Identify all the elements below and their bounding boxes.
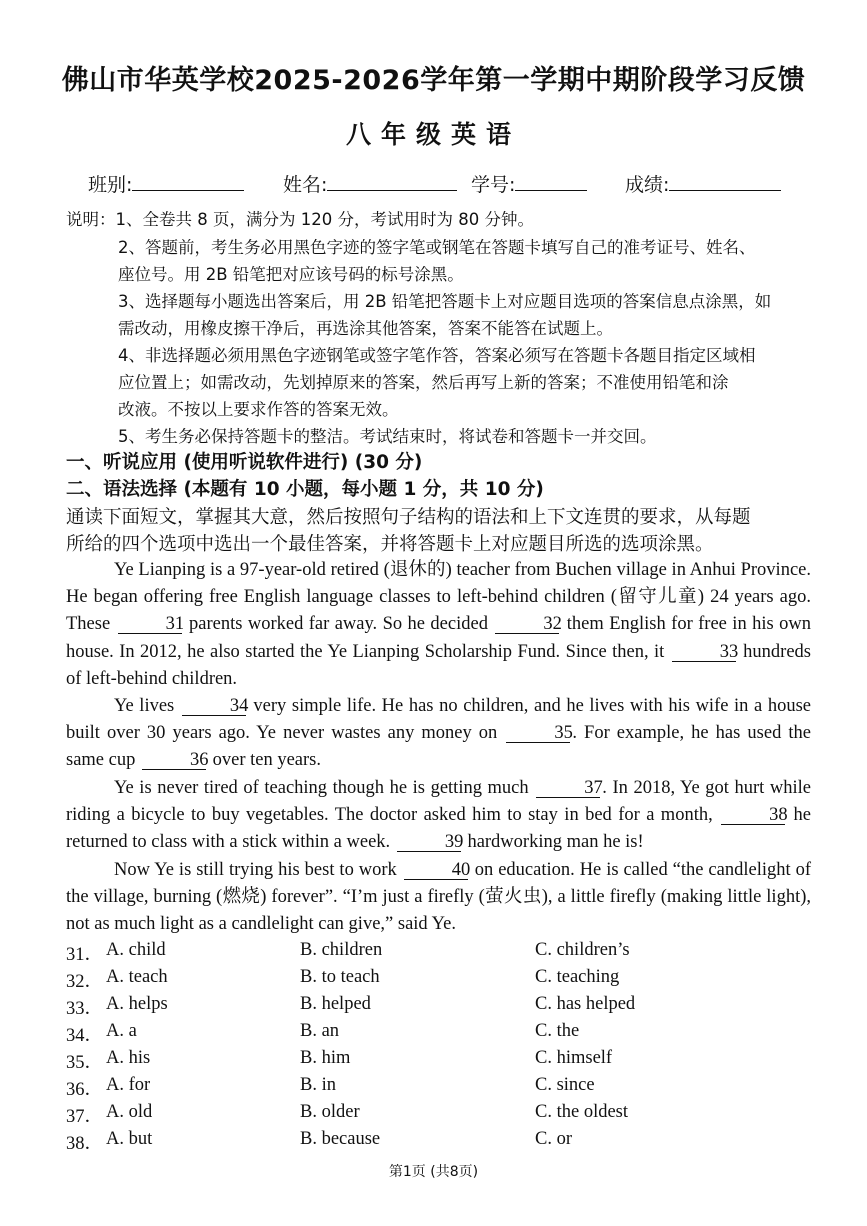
- exam-title: 佛山市华英学校2025-2026学年第一学期中期阶段学习反馈: [61, 65, 806, 96]
- passage-paragraph-4: Now Ye is still trying his best to work 40 on education. He is called “the candlelight of the village, burning (燃烧) forever”. “I’m just a firefly (萤火虫), a little firefly (making little light), not as much light as a candlelight can give,” said Ye.: [66, 860, 811, 935]
- class-label: 班别:: [88, 174, 133, 196]
- score-blank[interactable]: [669, 172, 781, 191]
- option-c[interactable]: C. since: [535, 1075, 595, 1095]
- passage-paragraph-2: Ye lives 34 very simple life. He has no children, and he lives with his wife in a house built over 30 years ago. Ye never wastes any money on 35. For example, he has used the same cup 36 over ten years.: [66, 696, 811, 771]
- option-c[interactable]: C. or: [535, 1129, 572, 1149]
- name-blank[interactable]: [327, 172, 457, 191]
- option-b[interactable]: B. helped: [300, 994, 371, 1014]
- blank-31: 31: [118, 615, 182, 634]
- score-label: 成绩:: [625, 174, 670, 196]
- blank-37: 37: [536, 779, 600, 798]
- note-line: 需改动，用橡皮擦干净后，再选涂其他答案，答案不能答在试题上。: [118, 319, 613, 338]
- grammar-instruction: 所给的四个选项中选出一个最佳答案，并将答题卡上对应题目所选的选项涂黑。: [66, 534, 714, 555]
- question-number: 33．: [66, 999, 104, 1019]
- number-label: 学号:: [471, 174, 516, 196]
- option-c[interactable]: C. the oldest: [535, 1102, 629, 1122]
- number-blank[interactable]: [515, 172, 587, 191]
- score-field: [625, 170, 781, 197]
- blank-35: 35: [506, 724, 570, 743]
- note-line: 改液。不按以上要求作答的答案无效。: [118, 400, 399, 419]
- option-a[interactable]: A. old: [106, 1102, 153, 1122]
- option-c[interactable]: C. himself: [535, 1048, 613, 1068]
- passage-paragraph-3: Ye is never tired of teaching though he is getting much 37. In 2018, Ye got hurt while riding a bicycle to buy vegetables. The doctor asked him to stay in bed for a month, 38 he returned to class with a stick within a week. 39 hardworking man he is!: [66, 778, 811, 853]
- note-line: 5、考生务必保持答题卡的整洁。考试结束时，将试卷和答题卡一并交回。: [118, 427, 657, 446]
- question-number: 35．: [66, 1053, 104, 1073]
- blank-32: 32: [495, 615, 559, 634]
- blank-36: 36: [142, 751, 206, 770]
- question-number: 38．: [66, 1134, 104, 1154]
- note-line: 说明：1、全卷共 8 页，满分为 120 分，考试用时为 80 分钟。: [66, 210, 534, 229]
- name-field: [283, 170, 457, 197]
- note-line: 3、选择题每小题选出答案后，用 2B 铅笔把答题卡上对应题目选项的答案信息点涂黑，如: [118, 292, 772, 311]
- blank-34: 34: [182, 697, 246, 716]
- blank-33: 33: [672, 643, 736, 662]
- option-c[interactable]: C. the: [535, 1021, 580, 1041]
- option-b[interactable]: B. children: [300, 940, 383, 960]
- question-number: 36．: [66, 1080, 104, 1100]
- option-b[interactable]: B. because: [300, 1129, 381, 1149]
- name-label: 姓名:: [283, 174, 328, 196]
- question-number: 37．: [66, 1107, 104, 1127]
- class-blank[interactable]: [132, 172, 244, 191]
- grammar-instruction: 通读下面短文，掌握其大意，然后按照句子结构的语法和上下文连贯的要求，从每题: [66, 507, 751, 528]
- number-field: [471, 170, 587, 197]
- blank-39: 39: [397, 833, 461, 852]
- option-c[interactable]: C. children’s: [535, 940, 630, 960]
- option-a[interactable]: A. teach: [106, 967, 168, 987]
- option-c[interactable]: C. has helped: [535, 994, 636, 1014]
- blank-40: 40: [404, 861, 468, 880]
- question-number: 32．: [66, 972, 104, 992]
- note-line: 应位置上；如需改动，先划掉原来的答案，然后再写上新的答案；不准使用铅笔和涂: [118, 373, 729, 392]
- option-a[interactable]: A. child: [106, 940, 166, 960]
- exam-subtitle: 八年级英语: [345, 120, 521, 149]
- option-b[interactable]: B. in: [300, 1075, 336, 1095]
- option-b[interactable]: B. older: [300, 1102, 360, 1122]
- blank-38: 38: [721, 806, 785, 825]
- option-a[interactable]: A. but: [106, 1129, 153, 1149]
- option-b[interactable]: B. an: [300, 1021, 340, 1041]
- class-field: [88, 170, 244, 197]
- option-a[interactable]: A. for: [106, 1075, 151, 1095]
- question-number: 34．: [66, 1026, 104, 1046]
- option-a[interactable]: A. helps: [106, 994, 168, 1014]
- section-listening-heading: 一、听说应用 (使用听说软件进行) (30 分): [66, 452, 423, 473]
- note-line: 4、非选择题必须用黑色字迹钢笔或签字笔作答，答案必须写在答题卡各题目指定区域相: [118, 346, 756, 365]
- option-c[interactable]: C. teaching: [535, 967, 620, 987]
- option-b[interactable]: B. to teach: [300, 967, 380, 987]
- question-number: 31．: [66, 945, 104, 965]
- option-a[interactable]: A. a: [106, 1021, 137, 1041]
- passage-paragraph-1: Ye Lianping is a 97-year-old retired (退休的) teacher from Buchen village in Anhui Province. He began offering free English language classes to left-behind children (留守儿童) 24 years ago. These 31 parents worked far away. So he decided 32 them English for free in his own house. In 2012, he also started the Ye Lianping Scholarship Fund. Since then, it 33 hundreds of left-behind children.: [66, 560, 811, 689]
- note-line: 座位号。用 2B 铅笔把对应该号码的标号涂黑。: [118, 265, 464, 284]
- option-a[interactable]: A. his: [106, 1048, 151, 1068]
- section-grammar-heading: 二、语法选择 (本题有 10 小题，每小题 1 分，共 10 分): [66, 479, 544, 500]
- option-b[interactable]: B. him: [300, 1048, 351, 1068]
- note-line: 2、答题前，考生务必用黑色字迹的签字笔或钢笔在答题卡填写自己的准考证号、姓名、: [118, 238, 756, 257]
- page-number: 第1页 (共8页): [388, 1164, 479, 1180]
